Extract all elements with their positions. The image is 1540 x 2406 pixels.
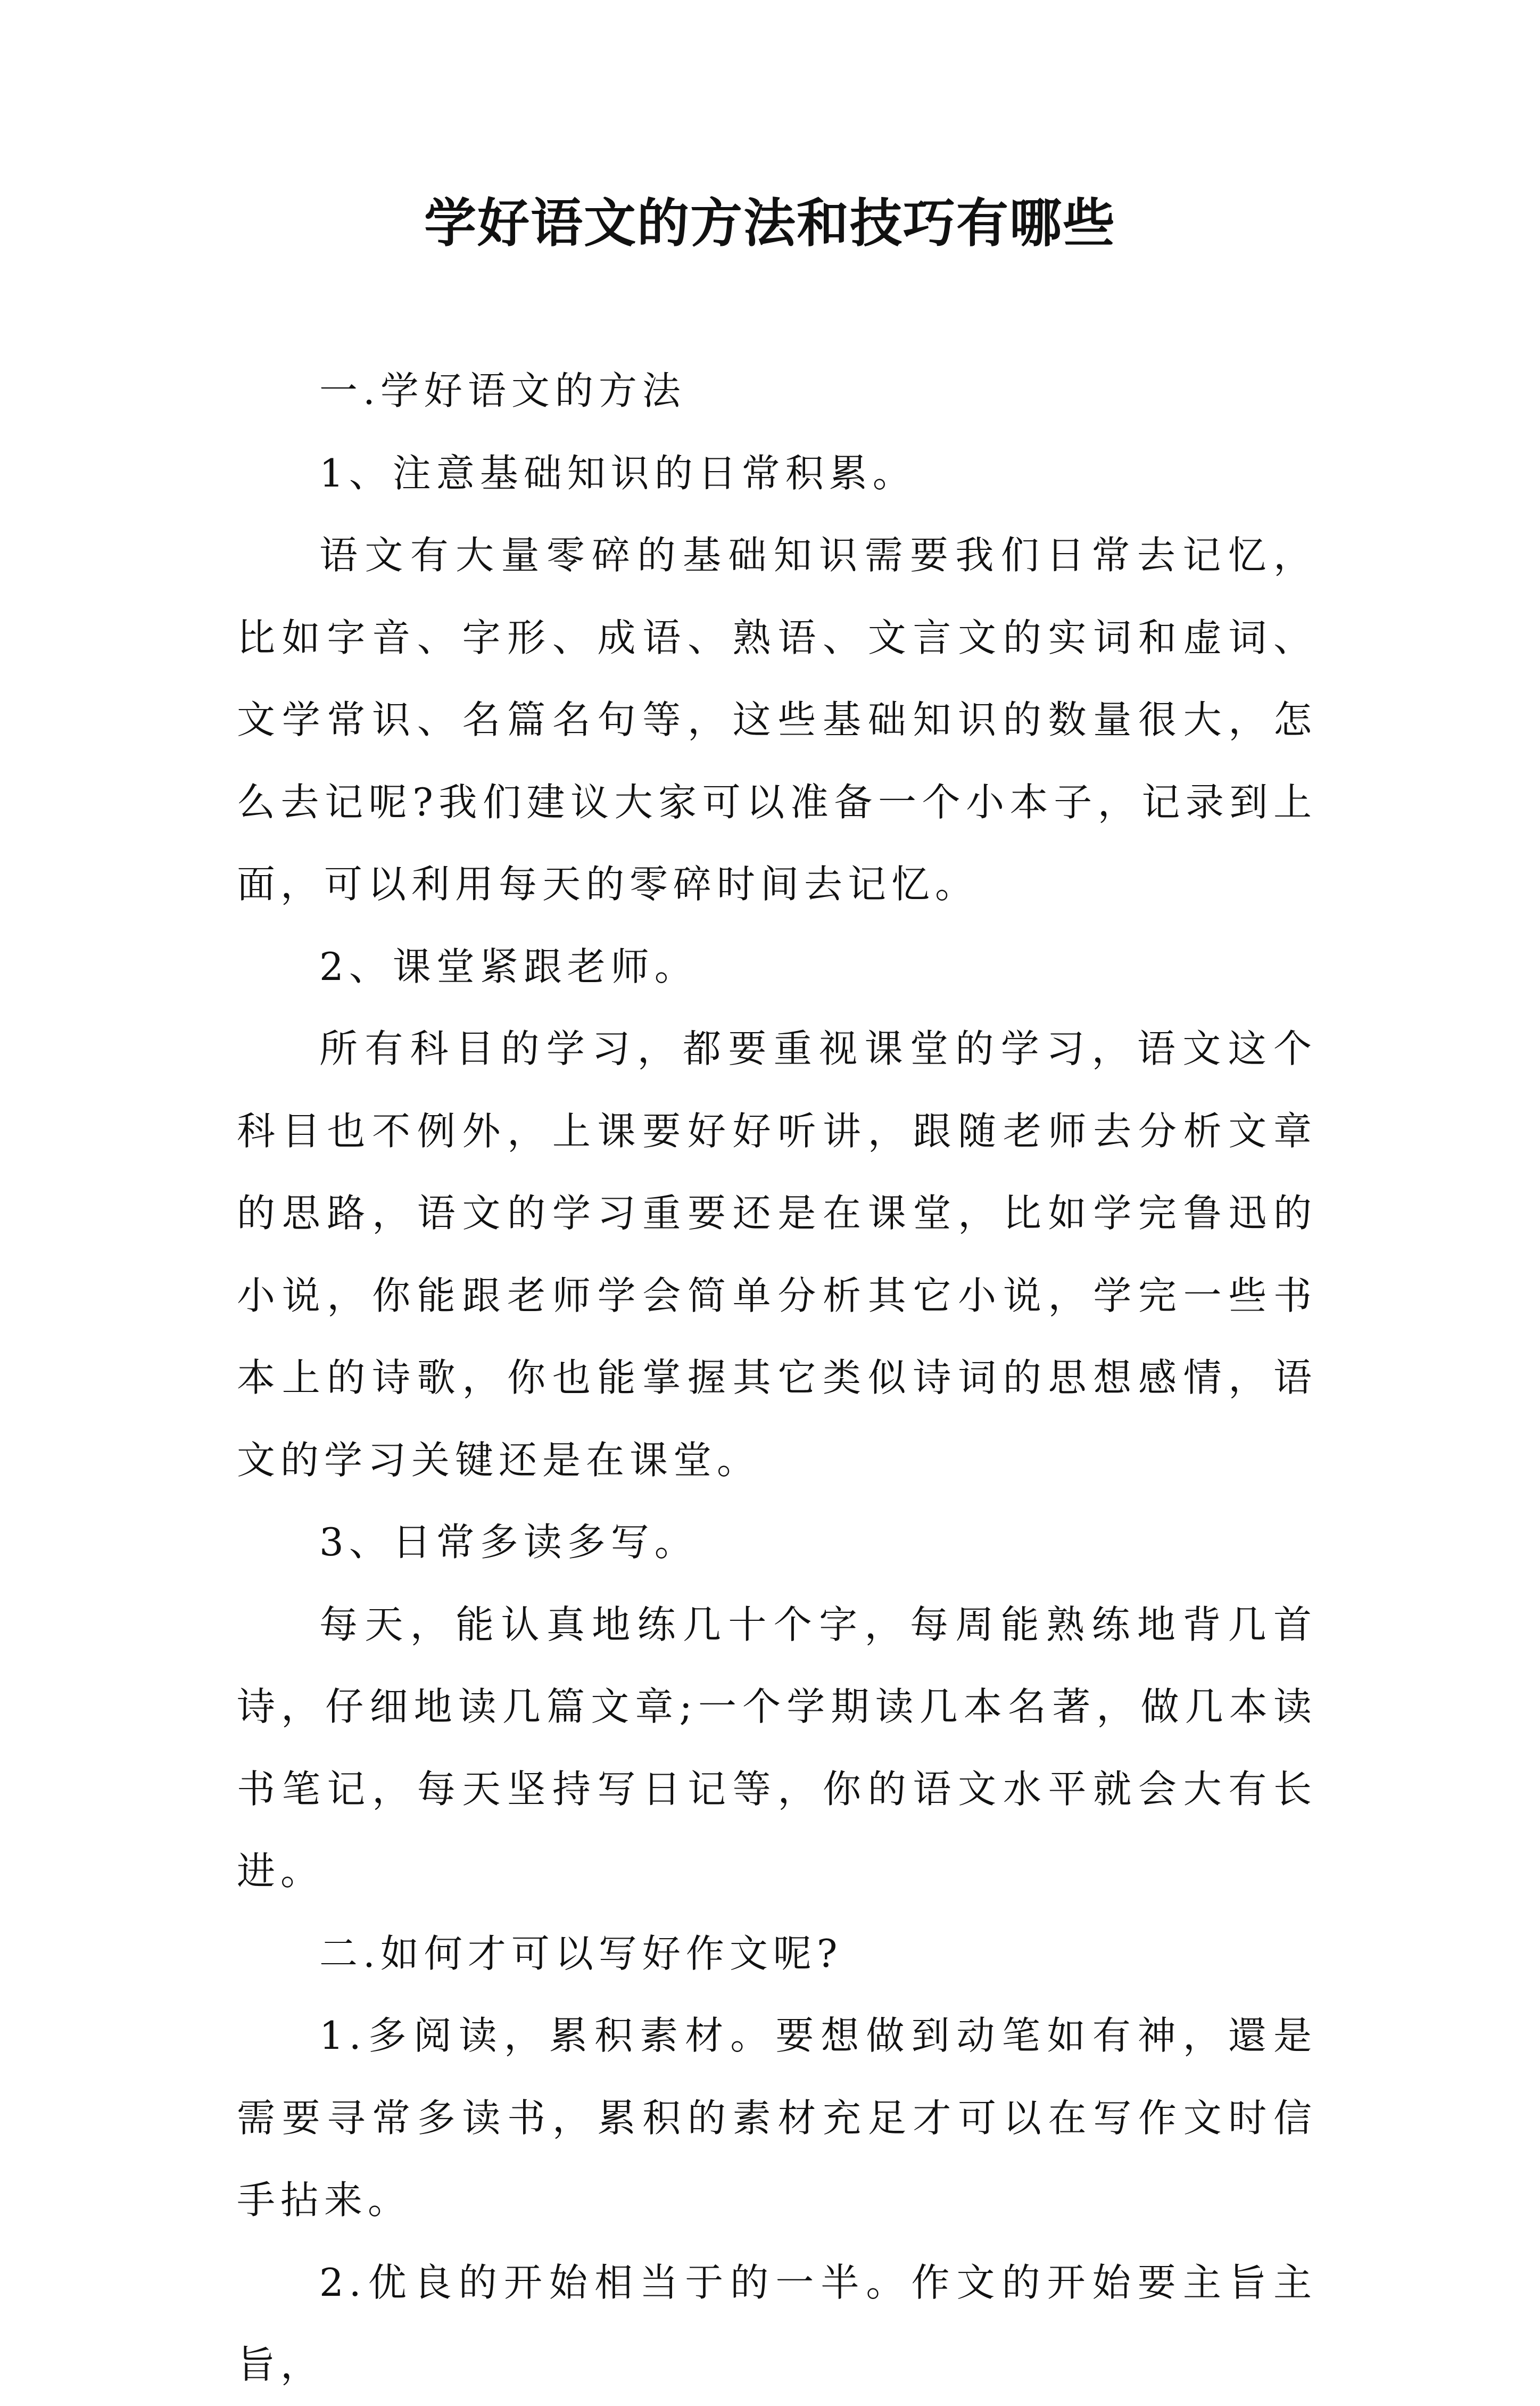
body-paragraph: 每天，能认真地练几十个字，每周能熟练地背几首诗，仔细地读几篇文章;一个学期读几本名著，做几本读书笔记，每天坚持写日记等，你的语文水平就会大有长进。 — [237, 1602, 1317, 1893]
body-paragraph: 所有科目的学习，都要重视课堂的学习，语文这个科目也不例外，上课要好好听讲，跟随老师去分析文章的思路，语文的学习重要还是在课堂，比如学完鲁迅的小说，你能跟老师学会简单分析其它小说，学完一些书本上的诗歌，你也能掌握其它类似诗词的思想感情，语文的学习关键还是在课堂。 — [237, 1026, 1317, 1482]
document-title: 学好语文的方法和技巧有哪些 — [424, 193, 1116, 254]
point-heading-1: 1、注意基础知识的日常积累。 — [319, 450, 916, 496]
body-paragraph: 2.优良的开始相当于的一半。作文的开始要主旨主旨， — [237, 2260, 1317, 2387]
body-paragraph: 1.多阅读，累积素材。要想做到动笔如有神，還是需要寻常多读书，累积的素材充足才可以在写作文时信手拈来。 — [237, 2013, 1317, 2222]
body-paragraph: 语文有大量零碎的基础知识需要我们日常去记忆，比如字音、字形、成语、熟语、文言文的实词和虚词、文学常识、名篇名句等，这些基础知识的数量很大，怎么去记呢?我们建议大家可以准备一个小本子，记录到上面，可以利用每天的零碎时间去记忆。 — [237, 533, 1317, 907]
point-heading-3: 3、日常多读多写。 — [319, 1520, 698, 1564]
section-heading-methods: 一.学好语文的方法 — [319, 368, 686, 413]
point-heading-2: 2、课堂紧跟老师。 — [319, 944, 698, 989]
document-body — [237, 350, 1317, 2406]
section-heading-writing: 二.如何才可以写好作文呢? — [319, 1931, 843, 1976]
